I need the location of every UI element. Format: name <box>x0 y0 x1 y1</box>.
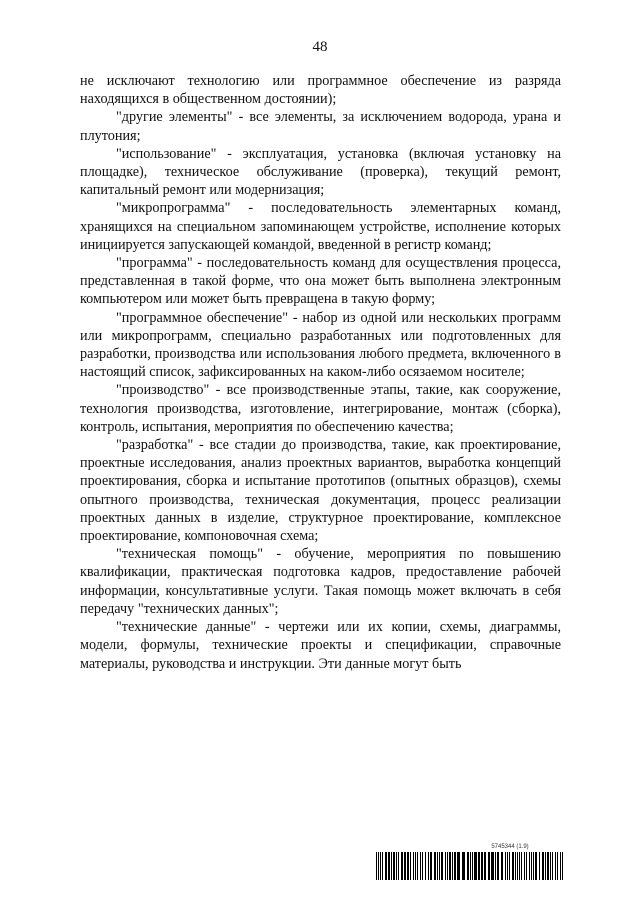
barcode-bar <box>560 852 561 880</box>
barcode-bar <box>488 852 490 880</box>
barcode-bar <box>481 852 483 880</box>
paragraph: "программа" - последовательность команд для осуществления процесса, представленная в такой форме, что она может быть выполнена электронным компьютером или может быть превращена в такую форму; <box>80 255 561 308</box>
barcode-bar <box>539 852 540 880</box>
barcode-bar <box>472 852 473 880</box>
barcode-bar <box>425 852 426 880</box>
barcode-bar <box>550 852 551 880</box>
barcode-bar <box>449 852 451 880</box>
barcode-bar <box>391 852 392 880</box>
barcode-bar <box>545 852 546 880</box>
barcode-bar <box>417 852 418 880</box>
barcode-bar <box>533 852 534 880</box>
document-code: 5745344 (1.9) <box>491 844 529 850</box>
barcode-bar <box>388 852 390 880</box>
paragraph: "разработка" - все стадии до производства, такие, как проектирование, проектные исследования, анализ проектных вариантов, выработка концепций проектирования, сборка и испытание прототипов (опытных образцов), схемы опытного производства, техническая документация, процесс реализации проектных данных в изделие, структурное проектирование, комплексное проектирование, компоновочная схема; <box>80 437 561 545</box>
barcode-bar <box>413 852 414 880</box>
barcode-bar <box>437 852 438 880</box>
barcode-bar <box>452 852 453 880</box>
barcode-bar <box>542 852 544 880</box>
barcode-bar <box>462 852 465 880</box>
barcode-bar <box>507 852 508 880</box>
paragraph: "техническая помощь" - обучение, мероприятия по повышению квалификации, практическая подготовка кадров, предоставление рабочей информации, консультативные услуги. Такая помощь может включать в себя передачу "технических данных"; <box>80 546 561 617</box>
barcode-bar <box>505 852 506 880</box>
barcode-bar <box>495 852 496 880</box>
barcode-bar <box>428 852 429 880</box>
barcode-bar <box>420 852 421 880</box>
barcode-bar <box>535 852 537 880</box>
barcode-bar <box>491 852 494 880</box>
barcode-bar <box>404 852 406 880</box>
barcode-bar <box>557 852 558 880</box>
barcode-bar <box>439 852 440 880</box>
barcode-bar <box>393 852 395 880</box>
barcode-bar <box>555 852 556 880</box>
barcode-bar <box>407 852 409 880</box>
paragraph: "использование" - эксплуатация, установка (включая установку на площадке), техническое обслуживание (проверка), текущий ремонт, капитальный ремонт или модернизация; <box>80 145 561 199</box>
page-number: 48 <box>312 39 328 55</box>
barcode-bar <box>529 852 530 880</box>
barcode-bar <box>484 852 486 880</box>
paragraph: не исключают технологию или программное обеспечение из разряда находящихся в общественном достоянии); <box>80 73 561 108</box>
paragraph: "микропрограмма" - последовательность элементарных команд, хранящихся на специальном запоминающем устройстве, исполнение которых инициируется запускающей командой, введенной в регистр команд; <box>80 200 561 253</box>
barcode-bar <box>474 852 477 880</box>
barcode-bar <box>552 852 553 880</box>
barcode-bar <box>398 852 399 880</box>
barcode-bar <box>524 852 525 880</box>
barcode-bar <box>531 852 532 880</box>
barcode-bar <box>478 852 480 880</box>
barcode-bar <box>401 852 403 880</box>
barcode-bar <box>410 852 411 880</box>
barcode-bar <box>547 852 549 880</box>
paragraph: "производство" - все производственные этапы, такие, как сооружение, технология производства, изготовление, интегрирование, монтаж (сборка), контроль, испытания, мероприятия по обеспечению качества; <box>80 382 561 435</box>
barcode-bar <box>509 852 510 880</box>
barcode-bar <box>562 852 563 880</box>
barcode-bar <box>517 852 518 880</box>
barcode-bar <box>385 852 387 880</box>
barcode-bar <box>378 852 379 880</box>
barcode-bar <box>430 852 432 880</box>
barcode-bar <box>512 852 514 880</box>
barcode-bar <box>441 852 443 880</box>
barcode-bar <box>501 852 503 880</box>
barcode-bar <box>497 852 499 880</box>
barcode-bar <box>457 852 460 880</box>
paragraph: "технические данные" - чертежи или их копии, схемы, диаграммы, модели, формулы, технические проекты и спецификации, справочные материалы, руководства и инструкции. Эти данные могут быть <box>80 619 561 672</box>
barcode-image <box>376 852 566 880</box>
barcode-bar <box>454 852 456 880</box>
body-text <box>80 72 561 673</box>
barcode-bar <box>447 852 448 880</box>
barcode-bar <box>521 852 522 880</box>
barcode-bar <box>470 852 471 880</box>
paragraph: "другие элементы" - все элементы, за исключением водорода, урана и плутония; <box>80 109 561 144</box>
barcode-bar <box>376 852 377 880</box>
barcode-bar <box>467 852 469 880</box>
barcode-bar <box>445 852 446 880</box>
barcode-bar <box>515 852 516 880</box>
barcode-bar <box>396 852 397 880</box>
barcode-bar <box>526 852 527 880</box>
barcode-bar <box>415 852 416 880</box>
barcode-bar <box>422 852 423 880</box>
barcode-bar <box>382 852 383 880</box>
paragraph: "программное обеспечение" - набор из одной или нескольких программ или микропрограмм, специально разработанных или подготовленных для разработки, производства или использования любого предмета, включенного в настоящий список, зафиксированных на каком-либо осязаемом носителе; <box>80 309 561 381</box>
barcode-bar <box>380 852 381 880</box>
barcode-bar <box>434 852 436 880</box>
barcode-bar <box>519 852 520 880</box>
